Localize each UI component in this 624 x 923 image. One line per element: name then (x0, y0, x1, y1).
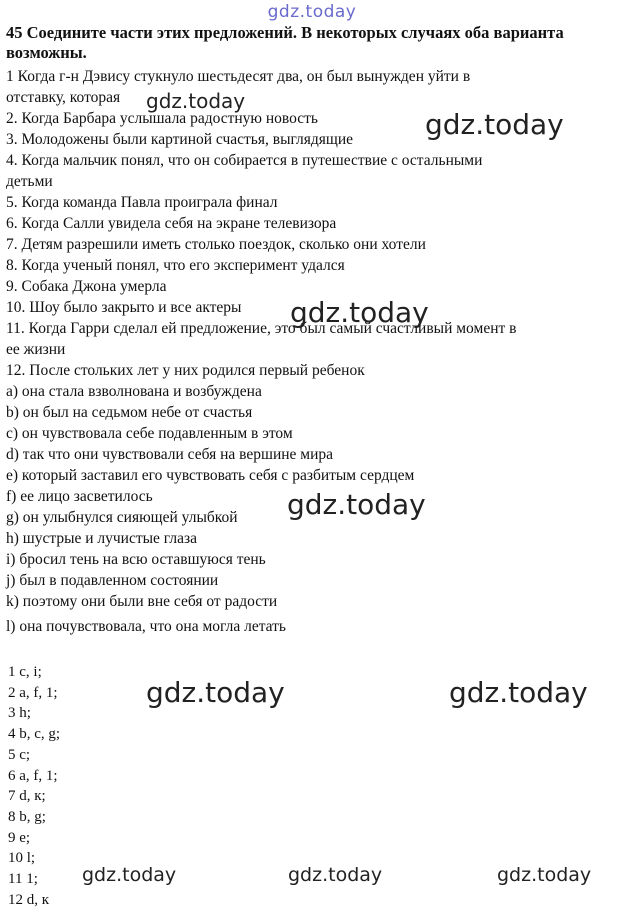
watermark: gdz.today (146, 89, 246, 113)
watermark: gdz.today (287, 488, 426, 521)
option-line: h) шустрые и лучистые глаза (6, 530, 197, 547)
text-line: детьми (6, 173, 53, 190)
text-line: 11. Когда Гарри сделал ей предложение, это был самый счастливый момент в (6, 320, 517, 337)
text-line: 7. Детям разрешили иметь столько поездок, сколько они хотели (6, 236, 426, 253)
exercise-body (6, 66, 620, 637)
answer-line: 11 1; (8, 871, 38, 888)
text-line: 6. Когда Салли увидела себя на экране телевизора (6, 215, 337, 232)
text-line: отставку, которая (6, 89, 121, 106)
text-line: 10. Шоу было закрыто и все актеры (6, 299, 242, 316)
text-line: 9. Собака Джона умерла (6, 278, 167, 295)
watermark: gdz.today (288, 864, 383, 886)
answer-line: 6 a, f, 1; (8, 767, 58, 784)
option-line: k) поэтому они были вне себя от радости (6, 593, 278, 610)
option-line: e) который заставил его чувствовать себя с разбитым сердцем (6, 467, 415, 484)
text-line: 3. Молодожены были картиной счастья, выглядящие (6, 131, 354, 148)
exercise-title: 45 Соедините части этих предложений. В некоторых случаях оба варианта возможны. (6, 23, 564, 62)
text-line: 12. После стольких лет у них родился первый ребенок (6, 362, 365, 379)
option-line: a) она стала взволнована и возбуждена (6, 383, 262, 400)
text-line: 4. Когда мальчик понял, что он собирается в путешествие с остальными (6, 152, 483, 169)
answer-line: 10 l; (8, 850, 36, 867)
answer-line: 1 c, i; (8, 664, 42, 680)
option-line: c) он чувствовала себе подавленным в этом (6, 425, 293, 442)
text-line: 8. Когда ученый понял, что его эксперимент удался (6, 257, 345, 274)
option-line: l) она почувствовала, что она могла летать (6, 618, 286, 635)
answer-line: 5 c; (8, 746, 31, 763)
answer-line: 2 a, f, 1; (8, 684, 58, 701)
text-line: 1 Когда г-н Дэвису стукнуло шестьдесят два, он был вынужден уйти в (6, 68, 471, 85)
watermark: gdz.today (425, 108, 564, 141)
option-line: b) он был на седьмом небе от счастья (6, 404, 253, 421)
text-line: ее жизни (6, 341, 66, 358)
watermark: gdz.today (449, 676, 588, 709)
text-line: 2. Когда Барбара услышала радостную новость (6, 110, 318, 127)
answer-line: 3 h; (8, 705, 31, 722)
answer-line: 12 d, к (8, 891, 50, 908)
option-line: i) бросил тень на всю оставшуюся тень (6, 551, 266, 568)
answer-line: 4 b, c, g; (8, 726, 61, 743)
watermark: gdz.today (497, 864, 592, 886)
option-line: g) он улыбнулся сияющей улыбкой (6, 509, 238, 526)
answer-line: 9 e; (8, 829, 31, 846)
watermark: gdz.today (146, 676, 285, 709)
answer-line: 7 d, к; (8, 788, 46, 805)
answer-line: 8 b, g; (8, 808, 46, 825)
option-line: f) ее лицо засветилось (6, 488, 153, 505)
text-line: 5. Когда команда Павла проиграла финал (6, 194, 278, 211)
header-watermark: gdz.today (267, 2, 357, 22)
watermark: gdz.today (82, 864, 177, 886)
option-line: j) был в подавленном состоянии (6, 572, 219, 589)
option-line: d) так что они чувствовали себя на вершине мира (6, 446, 334, 463)
watermark: gdz.today (290, 296, 429, 329)
